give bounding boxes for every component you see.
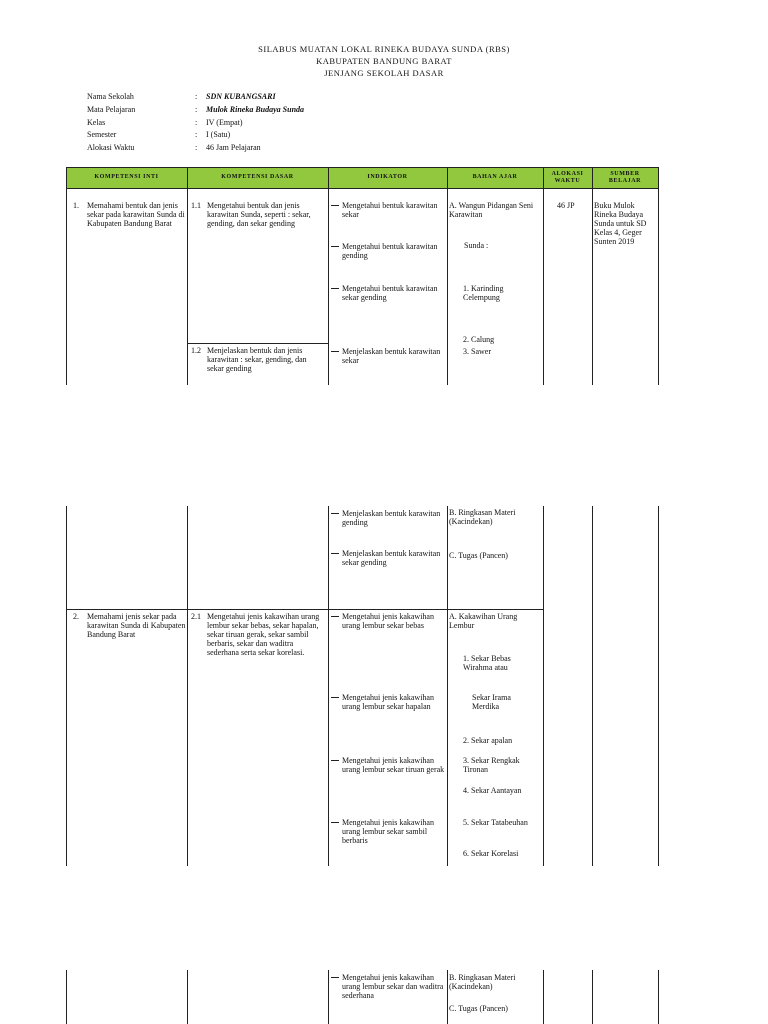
- ki-number: 2.: [73, 612, 79, 621]
- bahan-item: 1. Sekar Bebas Wirahma atau: [463, 654, 511, 672]
- info-colon: :: [195, 118, 198, 127]
- header-kompetensi-dasar: KOMPETENSI DASAR: [221, 174, 294, 180]
- info-label-semester: Semester: [87, 130, 117, 139]
- header-indikator: INDIKATOR: [367, 174, 408, 180]
- bahan-item: Sunda :: [464, 241, 489, 250]
- bahan-item: 2. Calung: [463, 335, 495, 344]
- info-colon: :: [195, 92, 198, 101]
- bahan-item: 4. Sekar Aantayan: [463, 786, 522, 795]
- bahan-item: 5. Sekar Tatabeuhan: [463, 818, 528, 827]
- indikator-item: Mengetahui jenis kakawihan urang lembur sekar sambil berbaris: [342, 818, 434, 845]
- doc-title-line-3: JENJANG SEKOLAH DASAR: [324, 68, 444, 78]
- indikator-item: Menjelaskan bentuk karawitan gending: [342, 509, 441, 527]
- indikator-item: Mengetahui jenis kakawihan urang lembur sekar hapalan: [342, 693, 434, 711]
- info-value-semester: I (Satu): [206, 130, 231, 139]
- kd-number: 2.1: [191, 612, 201, 621]
- bahan-item: 3. Sekar Rengkak Tironan: [463, 756, 520, 774]
- kd-number: 1.2: [191, 346, 201, 355]
- info-label-time: Alokasi Waktu: [87, 143, 135, 152]
- info-value-class: IV (Empat): [206, 118, 243, 127]
- info-value-school: SDN KUBANGSARI: [206, 92, 276, 101]
- kd-text: Mengetahui bentuk dan jenis karawitan Sunda, seperti : sekar, gending, dan sekar gending: [207, 201, 311, 228]
- kd-text: Mengetahui jenis kakawihan urang lembur sekar bebas, sekar hapalan, sekar tiruan gerak, sekar sambil berbaris, sekar dan waditra sederhana serta sekar korelasi.: [207, 612, 320, 657]
- bahan-item: 6. Sekar Korelasi: [463, 849, 519, 858]
- ki-number: 1.: [73, 201, 79, 210]
- bahan-item: B. Ringkasan Materi (Kacindekan): [449, 973, 516, 991]
- info-value-subject: Mulok Rineka Budaya Sunda: [206, 105, 305, 114]
- bahan-item: C. Tugas (Pancen): [449, 1004, 508, 1013]
- info-value-time: 46 Jam Pelajaran: [206, 143, 261, 152]
- kd-text: Menjelaskan bentuk dan jenis karawitan : sekar, gending, dan sekar gending: [207, 346, 307, 373]
- indikator-item: Mengetahui bentuk karawitan sekar gending: [342, 284, 438, 302]
- bahan-item: 3. Sawer: [463, 347, 491, 356]
- ki-text: Memahami jenis sekar pada karawitan Sunda di Kabupaten Bandung Barat: [87, 612, 186, 639]
- info-label-class: Kelas: [87, 118, 106, 127]
- indikator-item: Mengetahui jenis kakawihan urang lembur sekar bebas: [342, 612, 434, 630]
- indikator-item: Mengetahui jenis kakawihan urang lembur sekar tiruan gerak: [342, 756, 445, 774]
- header-sumber-belajar: SUMBER BELAJAR: [608, 170, 642, 184]
- info-colon: :: [195, 105, 198, 114]
- bahan-item: C. Tugas (Pancen): [449, 551, 508, 560]
- kd-number: 1.1: [191, 201, 201, 210]
- indikator-item: Menjelaskan bentuk karawitan sekar: [342, 347, 441, 365]
- indikator-item: Menjelaskan bentuk karawitan sekar gending: [342, 549, 441, 567]
- header-alokasi-waktu: ALOKASI WAKTU: [551, 170, 584, 184]
- ki-text: Memahami bentuk dan jenis sekar pada karawitan Sunda di Kabupaten Bandung Barat: [87, 201, 185, 228]
- bahan-item: Sekar Irama Merdika: [472, 693, 511, 711]
- sumber-text: Buku Mulok Rineka Budaya Sunda untuk SD Kelas 4, Geger Sunten 2019: [594, 201, 647, 246]
- doc-title-line-1: SILABUS MUATAN LOKAL RINEKA BUDAYA SUNDA (RBS): [258, 44, 510, 54]
- info-label-subject: Mata Pelajaran: [87, 105, 136, 114]
- bahan-item: 1. Karinding Celempung: [463, 284, 504, 302]
- info-label-school: Nama Sekolah: [87, 92, 134, 101]
- bahan-item: B. Ringkasan Materi (Kacindekan): [449, 508, 516, 526]
- indikator-item: Mengetahui bentuk karawitan gending: [342, 242, 438, 260]
- bahan-item: A. Wangun Pidangan Seni Karawitan: [449, 201, 534, 219]
- bahan-item: 2. Sekar apalan: [463, 736, 513, 745]
- info-colon: :: [195, 143, 198, 152]
- indikator-item: Mengetahui jenis kakawihan urang lembur sekar dan waditra sederhana: [342, 973, 444, 1000]
- header-bahan-ajar: BAHAN AJAR: [472, 174, 518, 180]
- header-kompetensi-inti: KOMPETENSI INTI: [94, 174, 159, 180]
- info-colon: :: [195, 130, 198, 139]
- indikator-item: Mengetahui bentuk karawitan sekar: [342, 201, 438, 219]
- alokasi-value: 46 JP: [557, 201, 575, 210]
- bahan-item: A. Kakawihan Urang Lembur: [449, 612, 518, 630]
- doc-title-line-2: KABUPATEN BANDUNG BARAT: [316, 56, 452, 66]
